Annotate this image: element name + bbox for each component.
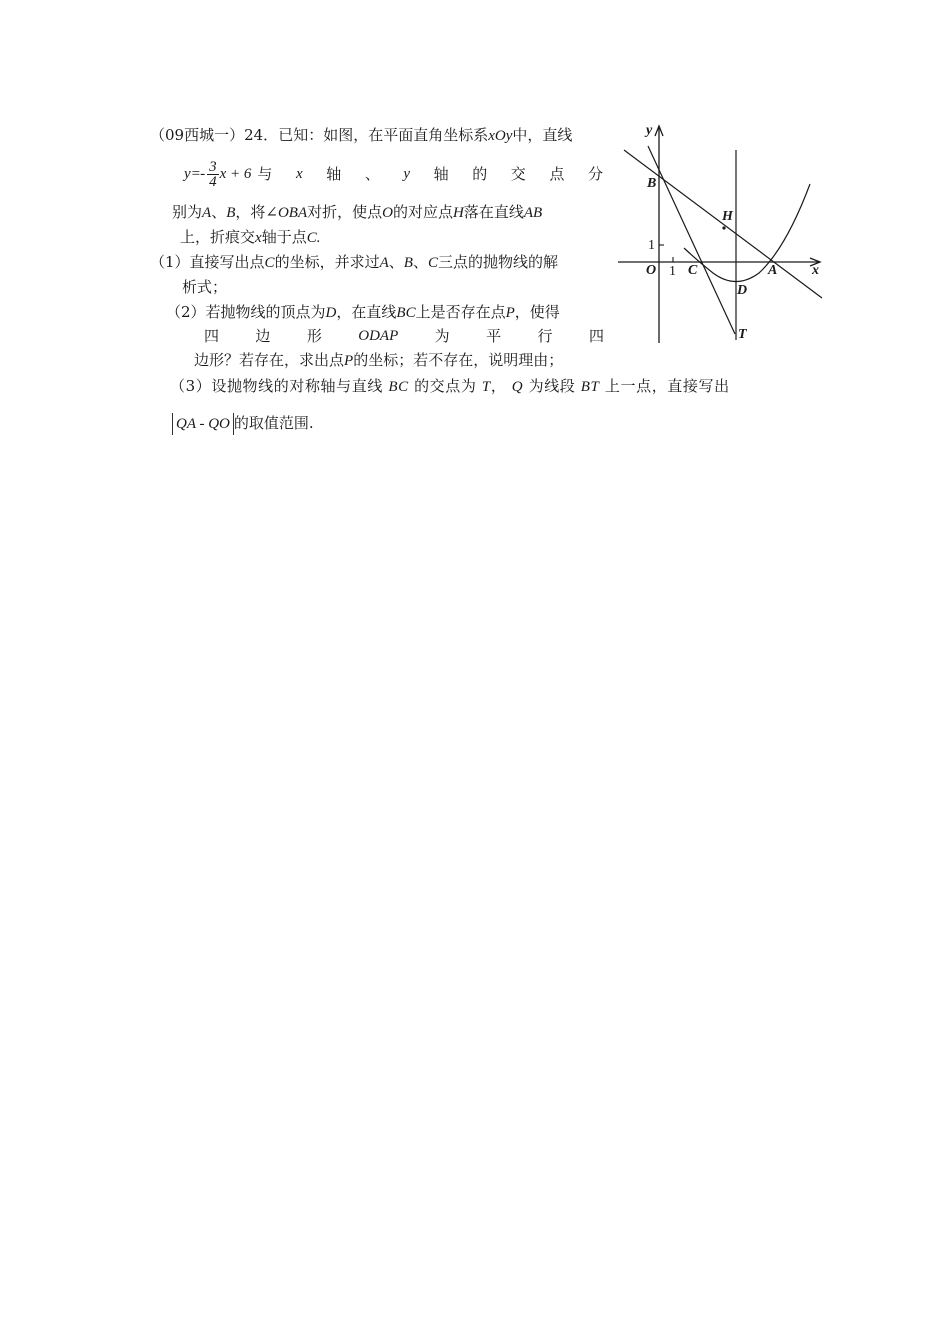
word: 分 [587,165,603,183]
text-segment: 、 [211,203,227,221]
question-2 [166,302,560,323]
label-one-x: 1 [669,264,676,279]
var-bt: BT [580,379,600,395]
label-h: H [722,209,733,224]
problem-line-2 [184,154,603,194]
text-segment: 、 [412,253,428,271]
text-segment: 上，折痕交 [180,228,256,246]
var-a: A [202,205,212,221]
text-segment: 三点的抛物线的解 [437,253,558,271]
text-segment: 为线段 [528,377,576,395]
var-c: C. [306,230,321,246]
absolute-value-expression: QA - QO [172,413,234,435]
var-x: x [255,230,262,246]
text-segment: 、 [388,253,404,271]
word: x [296,166,303,182]
question-2-justified [204,326,604,346]
problem-number: 24． [244,126,279,144]
equation [184,154,251,194]
text-segment: 的交点为 [414,377,477,395]
word: 、 [364,165,380,183]
label-t: T [738,327,747,342]
word: 四 [588,327,604,345]
label-one-y: 1 [648,238,655,253]
text-segment: 轴于点 [261,228,307,246]
word: 交 [510,165,526,183]
label-x: x [812,263,819,278]
var-bc: BC [388,379,409,395]
word: y [403,166,411,182]
eq-equals-minus: =- [191,166,206,182]
var-t: T [481,379,491,395]
text-segment: 析式； [182,278,228,296]
var-bc: BC [396,305,416,321]
line-bc [648,146,735,334]
var-c: C [264,255,275,271]
word: 的 [472,165,488,183]
parabola [684,184,810,282]
text-segment: 已知：如图，在平面直角坐标系 [278,126,489,144]
problem-line-1 [150,125,572,146]
text-segment: 的坐标，并求过 [274,253,380,271]
question-2-continued [194,350,563,371]
coordinate-figure [612,118,832,348]
var-d: D [325,305,337,321]
label-d: D [737,283,748,298]
var-p: P [505,305,515,321]
point-h [722,226,725,229]
fraction-denominator: 4 [209,173,217,190]
var-q: Q [511,379,524,395]
word: 四 [204,327,220,345]
text-segment: 的对应点 [392,203,453,221]
text-segment: 中，直线 [512,126,573,144]
label-b: B [647,176,657,191]
justified-words [257,154,603,194]
word: 形 [306,327,322,345]
text-segment: （1）直接写出点 [150,253,265,271]
var-p: P [344,353,354,369]
text-segment: 对折，使点 [307,203,383,221]
var-xoy: xOy [488,128,513,144]
word: 平 [486,327,502,345]
fraction-numerator: 3 [209,158,217,175]
question-3 [170,376,730,397]
text-segment: ，使得 [514,303,560,321]
word: 轴 [433,165,449,183]
question-1 [150,252,558,273]
var-b: B [226,205,236,221]
word: 边 [255,327,271,345]
text-segment: （2）若抛物线的顶点为 [166,303,326,321]
problem-line-4 [180,227,320,248]
text-segment: （3）设抛物线的对称轴与直线 [170,377,383,395]
text-segment: 边形？若存在，求出点 [194,351,345,369]
text-segment: 的坐标；若不存在，说明理由； [353,351,564,369]
text-segment: 别为 [172,203,203,221]
var-o: O [382,205,393,221]
label-o: O [646,263,657,278]
word: ODAP [358,328,399,344]
text-segment: 上一点，直接写出 [604,377,730,395]
var-oba: OBA [277,205,308,221]
var-b: B [403,255,413,271]
var-ab: AB [523,205,543,221]
text-segment: 的取值范围. [233,414,314,432]
word: 点 [549,165,565,183]
text-segment: ，在直线 [336,303,397,321]
word: 为 [434,327,450,345]
text-segment: ，将∠ [235,203,278,221]
var-c: C [427,255,438,271]
text-segment: 落在直线 [463,203,524,221]
question-1-continued [182,277,227,297]
eq-y: y [184,166,191,182]
label-a: A [768,263,778,278]
fraction [207,160,219,189]
var-h: H [453,205,464,221]
eq-rest: x + 6 [219,166,252,182]
problem-line-3 [172,202,542,223]
label-y: y [646,123,653,138]
question-3-continued [172,410,314,436]
word: 与 [257,165,273,183]
text-segment: 上是否存在点 [415,303,506,321]
text-segment: ， [490,377,507,395]
word: 轴 [326,165,342,183]
label-c: C [688,263,698,278]
var-a: A [379,255,389,271]
problem-source: （09西城一） [150,126,245,144]
word: 行 [537,327,553,345]
